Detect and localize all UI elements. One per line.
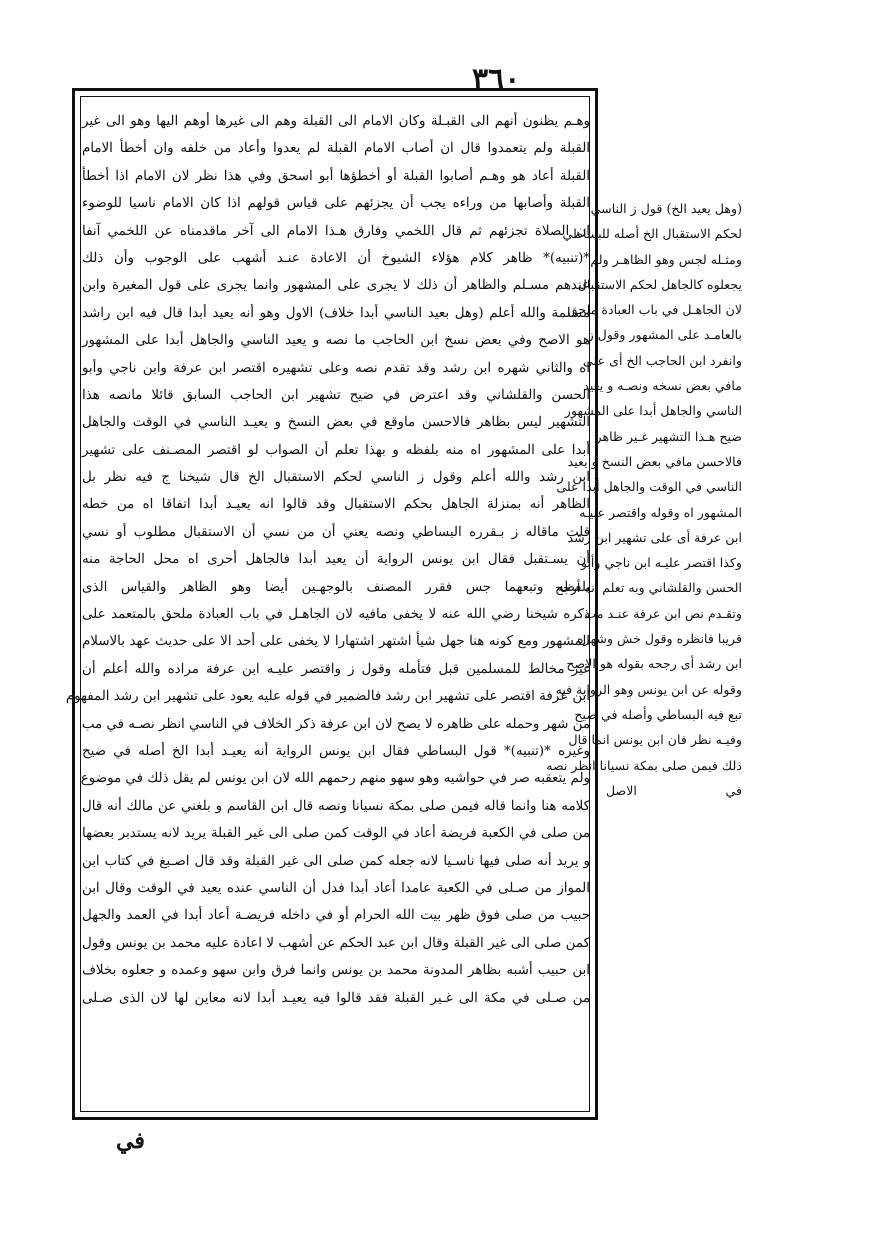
main-text-line: المشهور ومع كونه هنا جهل شيأ اشتهر اشتهارا لا يخفى على أحد الا على حديث عهد بالاسلام [82, 634, 590, 650]
main-text-line: أن يسـتقبل فقال ابن يونس الرواية أن يعيد أبدا فالجاهل أحرى اه محل الحاجة منه [82, 552, 590, 568]
main-text-line: و يريد أنه صلى فيها ناسـيا لانه جعله كمن صلى الى غير القبلة وقد قال اصـبغ في كتاب ابن [82, 853, 590, 869]
main-text-line: قلت ماقاله ز بـقرره البساطي ونصه يعني أن من نسي أن الاستقبال مطلوب أو نسي [82, 524, 590, 540]
main-text-line: الظاهر أنه بمنزلة الجاهل بحكم الاستقبال وقد قالوا انه يعيـد أبدا اتفاقا اه من خطه [82, 497, 590, 513]
main-text-line: مسلمة والله أعلم (وهل بعيد الناسي أبدا خلاف) الاول وهو أنه يعيد أبدا قال فيه ابن راشد [82, 305, 590, 321]
main-text-line: من صلى في الكعبة فريضة أعاد في الوقت كمن صلى الى غير القبلة يريد لانه يستدبر بعضها [82, 826, 590, 842]
main-text-line: من صـلى في مكة الى غـير القبلة فقد قالوا فيه يعيـد أبدا لانه معاين لها لان الذى صـلى [82, 990, 590, 1006]
main-text-line: القبلة وأصابها من وراءه يجب أن يجزئهم على قياس قولهم اذا كان الامام ناسيا للوضوء [82, 196, 590, 212]
main-text-line: حبيب من صلى فوق ظهر بيت الله الحرام أو في داخله فريضـة أعاد أبدا في العمد والجهل [82, 908, 590, 924]
main-text-line: اه والثاني شهره ابن رشد وقد تقدم نصه وعلى تشهيره اقتصر ابن عرفة وابن ناجي وأبو [82, 360, 590, 376]
margin-note-line: ومثـله لجس وهو الظاهـر ولم [590, 251, 742, 267]
margin-note-line: قريبا فانظره وقول خش وشهره [577, 631, 742, 647]
margin-note-line: فالاحسن مافي بعض النسخ و يعيد [567, 453, 742, 469]
main-text-line: التشهير ليس بظاهر فالاحسن ماوقع في بعض النسخ و يعيـد الناسي في الوقت والجاهل [82, 415, 590, 431]
main-text-line: أبدا على المشهور اه منه بلفظه و بهذا تعلم أن الصواب لو اقتصر المصـنف على تشهير [82, 442, 590, 458]
margin-commentary [546, 196, 742, 803]
margin-note-line: وانفرد ابن الحاجب الخ أى على [582, 352, 742, 368]
main-text-block [65, 108, 590, 1012]
main-text-line: بلفظه وتبعهما جس فقرر المصنف بالوجهـين أيضا وهو الظاهر والقياس الذى [82, 579, 590, 595]
main-text-line: وغيره *(تنبيه)* قول البساطي فقال ابن يونس الرواية أنه يعيـد أبدا الخ أصله في ضيح [82, 743, 590, 759]
main-text-line: القبلة ولم يتعمدوا قال ان أصاب الامام القبلة لم يعدوا وأعاد من خلفه وان أخطأ الامام [82, 141, 590, 157]
catchword: في [116, 1128, 145, 1154]
main-text-line: كلامه هنا وانما قاله فيمن صلى بمكة نسيانا ونصه قال ابن القاسم و بلغني عن مالك أنه قال [82, 798, 590, 814]
margin-note-line: ضيح هـذا التشهير غـير ظاهر [595, 428, 742, 444]
margin-note-line: المشهور اه وقوله واقتصر عليـه [579, 504, 742, 520]
main-text-line: وهـم يظنون أنهم الى القبـلة وكان الامام الى القبلة وهم الى غيرها أوهم اليها وهو الى غير [82, 114, 590, 129]
main-text-line: ذكره شيخنا رضي الله عنه لا يخفى مافيه لان الجاهـل في باب العبادة ملحق بالمتعمد على [82, 607, 590, 623]
main-text-line: *(تنبيه)* ظاهر كلام هؤلاء الشيوخ أن الاعادة عنـد أشهب على الوجوب وأن ذلك [82, 250, 590, 266]
margin-note-line: (وهل يعيد الخ) قول ز الناسي [590, 201, 742, 216]
main-text-line: من شهر وحمله على ظاهره لا يصح لان ابن عرفة ذكر الخلاف في الناسي انظر نصـه في مب [81, 716, 590, 732]
main-text-line: ان الصلاة تجزئهم ثم قال اللخمي وفارق هـذا الامام الى آخر ماقدمناه عن اللخمي آنفا [82, 223, 590, 239]
margin-note-line: وقوله عن ابن يونس وهو الرواية فيه [555, 681, 742, 697]
margin-note-line: تبع فيه البساطي وأصله في ضيح [574, 706, 742, 722]
margin-note-line: مافي بعض نسخه ونصـه و يعيد [583, 378, 742, 394]
margin-note-line: وكذا اقتصر عليـه ابن ناجي وأبو [580, 555, 742, 571]
margin-note-line: ابن عرفة أى على تشهير ابن رشد [567, 529, 742, 545]
margin-note-line: وفيـه نظر فان ابن يونس انما قال [568, 732, 742, 748]
margin-note-line: في الاصل [606, 782, 742, 798]
margin-note-line: يجعلوه كالجاهل لحكم الاستقبال [577, 276, 742, 292]
main-text-line: ابن حبيب أشبه بظاهر المدونة محمد بن يونس وانما فرق وابن سهو وعمده و جعلوه بخلاف [82, 963, 590, 979]
main-text-line: هو الاصح وفي بعض نسخ ابن الحاجب ما نصه و يعيد الناسي والجاهل أبدا على المشهور [82, 333, 590, 349]
main-text-line: ابن رشد والله أعلم وقول ز الناسي لحكم الاستقبال الخ قال شيخنا ج فيه نظر بل [82, 470, 590, 486]
margin-note-line: لان الجاهـل في باب العبادة ملحق [567, 302, 742, 318]
main-text-line: الحسن والقلشاني وقد اعترض في ضيح تشهير ابن الحاجب السابق قائلا مانصه هذا [82, 387, 590, 403]
margin-note-line: ذلك فيمن صلى بمكة نسيانا انظر نصه [546, 757, 742, 773]
page-number: ٣٦٠ [472, 62, 521, 97]
main-text-line: كمن صلى الى غير القبلة وقال ابن عبد الحكم عن أشهب لا اعادة عليه محمد بن يونس وقول [82, 935, 590, 951]
main-text-line: المواز من صـلى في الكعبة عامدا أعاد أبدا فدل أن الناسي عنده يعيد في الوقت وقال ابن [82, 880, 590, 896]
main-text-line: غير مخالط للمسلمين قبل فتأمله وقول ز واقتصر عليـه ابن عرفة مراده والله أعلم أن [82, 661, 590, 677]
margin-note-line: الناسي والجاهل أبدا على المشهور [564, 403, 742, 419]
main-text-line: ابن عرفة اقتصر على تشهير ابن رشد فالضمير في قوله عليه يعود على تشهير ابن رشد المفهوم [65, 689, 590, 705]
margin-note-line: الناسي في الوقت والجاهل أبدا على [556, 479, 742, 495]
margin-note-line: لحكم الاستقبال الخ أصله للبساطي [562, 226, 742, 242]
main-text-line: القبلة أعاد هو وهـم أصابوا القبلة أو أخطؤها أبو اسحق وفي هذا نظر لان الامام اذا أخطأ [82, 168, 590, 184]
margin-note-line: ابن رشد أى رجحه بقوله هو الاصح [566, 656, 742, 672]
margin-note-line: الحسن والقلشاني وبه تعلم أنه أرجح [554, 580, 742, 596]
main-text-line: ولم يتعقبه صر في حواشيه وهو سهو منهم رحمهم الله لان ابن يونس لم يقل ذلك في موضوع [80, 771, 590, 787]
margin-note-line: وتقـدم نص ابن عرفة عنـد مب [584, 605, 742, 621]
main-text-line: عندهم مسـلم والظاهر أن ذلك لا يجرى على المشهور وانما يجرى على قول المغيرة وابن [82, 278, 590, 294]
margin-note-line: بالعامـد على المشهور وقول ز [587, 327, 742, 343]
